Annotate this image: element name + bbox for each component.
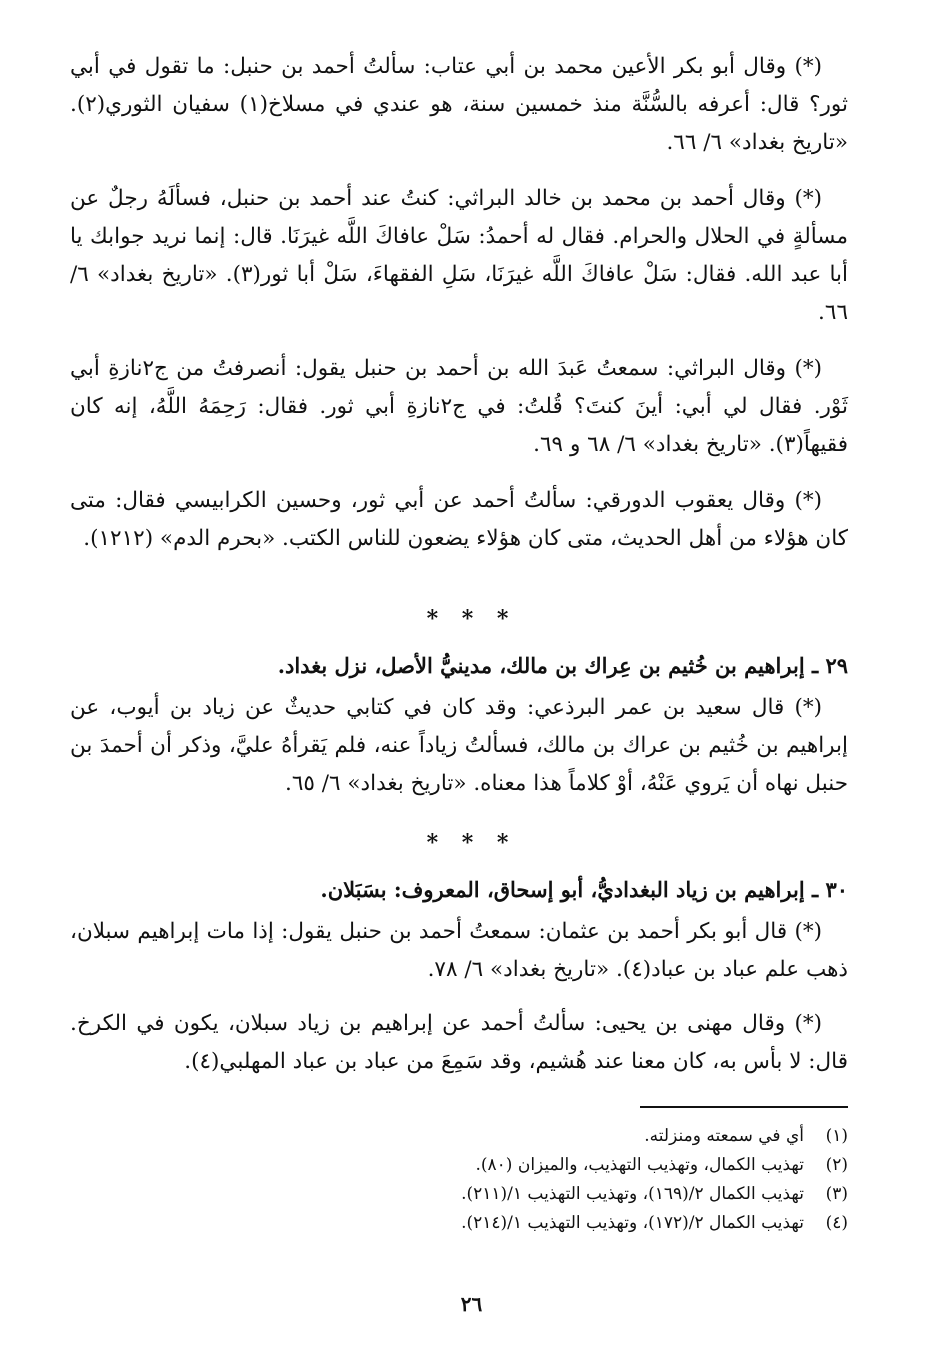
entry-30	[70, 871, 848, 1081]
paragraph-ahmad-albarathi: (*) وقال أحمد بن محمد بن خالد البراثي: كنتُ عند أحمد بن حنبل، فسألَهُ رجلٌ عن مسألةٍ في الحلال والحرام. فقال له أحمدُ: سَلْ عافاكَ اللَّه غيرَنَا. قال: إنما نريد جوابك يا أبا عبد الله. فقال: سَلْ عافاكَ اللَّه غيرَنَا، سَلِ الفقهاءَ، سَلْ أبا ثور(٣). «تاريخ بغداد» ٦/ ٦٦.	[70, 186, 848, 325]
footnote-number: (٢)	[825, 1155, 848, 1175]
paragraph-abu-bakr-alaayan: (*) وقال أبو بكر الأعين محمد بن أبي عتاب: سألتُ أحمد بن حنبل: ما تقول في أبي ثور؟ قال: أعرفه بالسُّنَّة منذ خمسين سنة، هو عندي في مسلاخ(١) سفيان الثوري(٢). «تاريخ بغداد» ٦/ ٦٦.	[70, 54, 848, 155]
entry-29	[70, 647, 848, 803]
paragraph-albarathi-janaza: (*) وقال البراثي: سمعتُ عَبدَ الله بن أحمد بن حنبل يقول: أنصرفتُ من ج٢نازةِ أبي ثَوْر. فقال لي أبي: أينَ كنتَ؟ قُلتُ: في ج٢نازةِ أبي ثور. فقال: رَحِمَهُ اللَّهُ، إنه كان فقيهاً(٣). «تاريخ بغداد» ٦/ ٦٨ و ٦٩.	[70, 356, 849, 457]
footnote-text: تهذيب الكمال ٢/(١٧٢)، وتهذيب التهذيب ١/(٢١٤).	[461, 1213, 804, 1233]
footnote-number: (٣)	[825, 1184, 848, 1204]
section-separator: * * *	[426, 606, 517, 632]
paragraph-yaqub-aldawraqi: (*) وقال يعقوب الدورقي: سألتُ أحمد عن أبي ثور، وحسين الكرابيسي فقال: متى كان هؤلاء من أهل الحديث، متى كان هؤلاء يضعون للناس الكتب. «بحرم الدم» (١٢١٢).	[70, 488, 848, 551]
entry-30-heading: ٣٠ ـ إبراهيم بن زياد البغداديُّ، أبو إسحاق، المعروف: بسَبَلان.	[320, 877, 848, 902]
footnote-item	[70, 1151, 848, 1180]
paragraph-muhanna: (*) وقال مهنى بن يحيى: سألتُ أحمد عن إبراهيم بن زياد سبلان، يكون في الكرخ. قال: لا بأس به، كان معنا عند هُشيم، وقد سَمِعَ من عباد بن عباد المهلبي(٤).	[70, 1011, 848, 1074]
footnote-number: (١)	[825, 1126, 848, 1146]
footnotes	[70, 1122, 848, 1238]
entry-29-heading: ٢٩ ـ إبراهيم بن خُثيم بن عِراك بن مالك، مدينيُّ الأصل، نزل بغداد.	[277, 653, 848, 678]
top-paragraphs	[70, 48, 848, 558]
footnote-item	[70, 1122, 848, 1151]
footnote-text: تهذيب الكمال ٢/(١٦٩)، وتهذيب التهذيب ١/(٢١١).	[461, 1184, 804, 1204]
footnote-text: تهذيب الكمال، وتهذيب التهذيب، والميزان (٨٠).	[475, 1155, 804, 1175]
footnote-item	[70, 1209, 848, 1238]
footnote-item	[70, 1180, 848, 1209]
paragraph-abu-bakr-ahmad: (*) قال أبو بكر أحمد بن عثمان: سمعتُ أحمد بن حنبل يقول: إذا مات إبراهيم سبلان، ذهب علم عباد بن عباد(٤). «تاريخ بغداد» ٦/ ٧٨.	[70, 919, 848, 982]
footnote-number: (٤)	[825, 1213, 848, 1233]
footnote-text: أي في سمعته ومنزلته.	[644, 1126, 804, 1146]
section-separator: * * *	[426, 830, 517, 856]
page-number: ٢٦	[460, 1292, 483, 1316]
footnote-divider	[640, 1106, 848, 1108]
paragraph-said-albardhai: (*) قال سعيد بن عمر البرذعي: وقد كان في كتابي حديثٌ عن زياد بن أيوب، عن إبراهيم بن خُثيم بن عراك بن مالك، فسألتُ زياداً عنه، فلم يَقرأهُ عليَّ، وذكر أن أحمدَ بن حنبل نهاه أن يَروي عَنْهُ، أوْ كلاماً هذا معناه. «تاريخ بغداد» ٦/ ٦٥.	[70, 695, 848, 796]
